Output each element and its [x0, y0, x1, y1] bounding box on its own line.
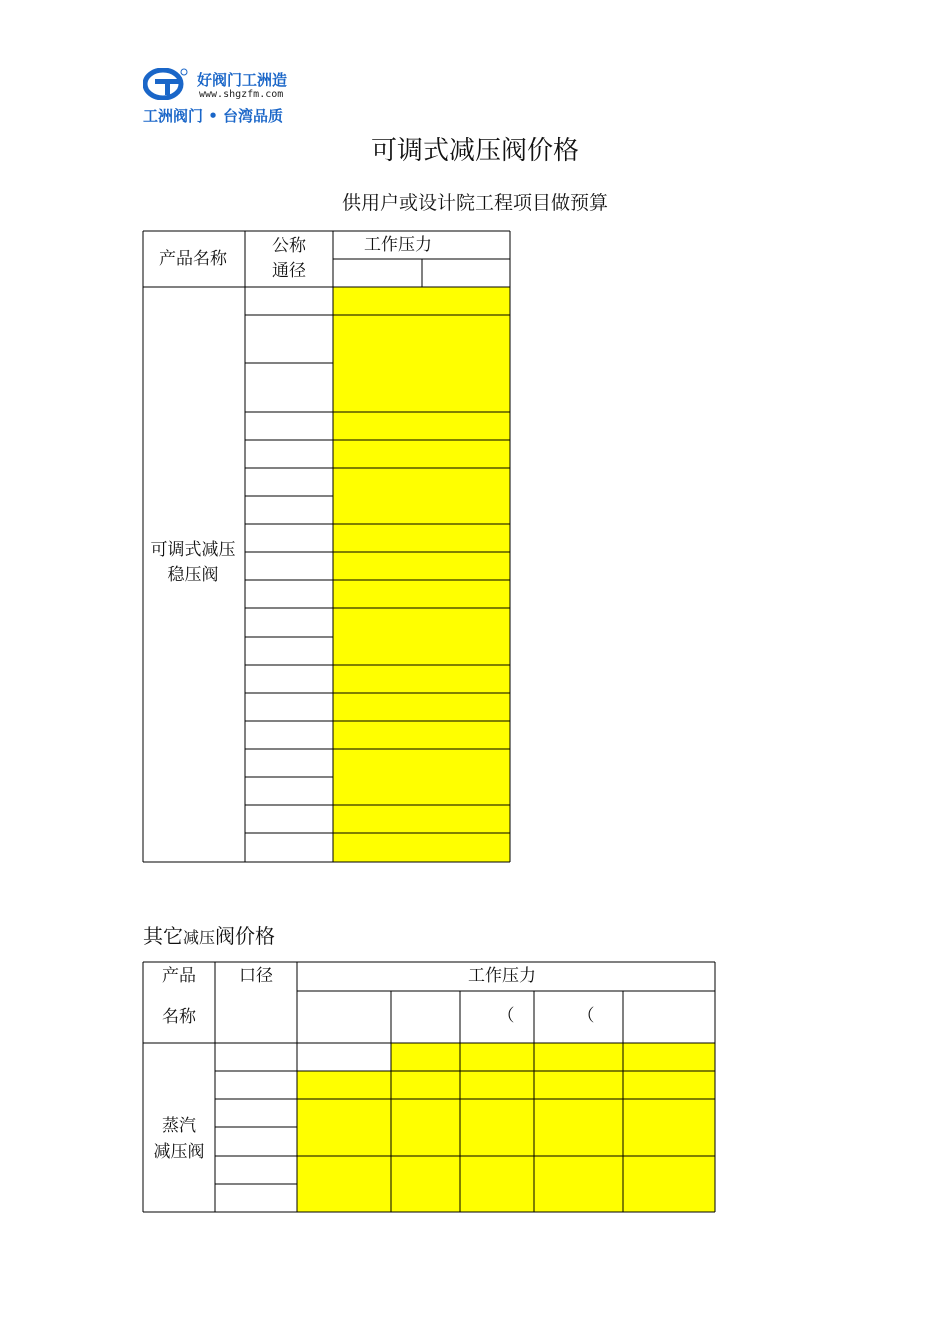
table1-price-cell	[333, 693, 422, 721]
table1-price-cell	[422, 721, 510, 749]
table2-product-line1: 蒸汽	[162, 1116, 196, 1136]
table2-product-line2: 减压阀	[153, 1142, 205, 1162]
table1-highlight-cells	[333, 287, 510, 862]
table1-price-cell	[422, 665, 510, 693]
table1-product-line2: 稳压阀	[167, 565, 219, 585]
section-title-other-valves	[143, 920, 275, 949]
table1-header-nominal-1: 公称	[272, 236, 306, 256]
table1-header-pressure: 工作压力	[364, 235, 432, 255]
page-title: 可调式减压阀价格	[370, 136, 579, 166]
section2-title-b: 减压	[183, 928, 216, 947]
table1-header-product: 产品名称	[159, 249, 227, 269]
table1-price-cell	[333, 833, 422, 862]
table1-price-cell	[333, 665, 422, 693]
table1-price-cell	[422, 440, 510, 468]
table1-price-cell	[333, 805, 422, 833]
table1-price-cell	[333, 524, 422, 552]
table2-header-product-1: 产品	[162, 966, 196, 986]
table1-price-cell	[333, 412, 422, 440]
table2-paren-1: （	[497, 1006, 515, 1026]
table1-price-cell	[422, 693, 510, 721]
table2-header-diameter: 口径	[239, 966, 273, 986]
table1-price-cell	[333, 721, 422, 749]
table1-price-cell	[422, 833, 510, 862]
logo-brand-text: 好阀门工洲造	[197, 71, 288, 89]
logo-url-text: www.shgzfm.com	[199, 89, 284, 100]
table2-price-cell	[297, 1156, 715, 1212]
table1-price-cell	[333, 749, 422, 805]
table1-price-cell	[333, 287, 422, 315]
table1-price-cell	[422, 805, 510, 833]
logo-slogan-text: 工洲阀门 • 台湾品质	[143, 107, 284, 125]
section2-title-a: 其它	[143, 924, 183, 948]
table1-price-cell	[333, 440, 422, 468]
table1-price-cell	[333, 552, 422, 580]
table1-header-nominal-2: 通径	[272, 261, 306, 281]
table1-price-cell	[333, 608, 422, 665]
table2-header-product-2: 名称	[162, 1007, 196, 1027]
table2-price-cell	[391, 1043, 715, 1071]
table2-price-cell	[297, 1071, 715, 1099]
section2-title-c: 阀价格	[215, 924, 276, 948]
table1-price-cell	[422, 315, 510, 412]
table1-price-cell	[422, 749, 510, 805]
table1-price-cell	[422, 287, 510, 315]
table1-price-cell	[422, 580, 510, 608]
table2-paren-2: （	[577, 1006, 595, 1026]
table1-price-cell	[422, 468, 510, 524]
table1-price-cell	[333, 315, 422, 412]
table1-price-cell	[422, 608, 510, 665]
table1-price-cell	[422, 524, 510, 552]
table1-product-line1: 可调式减压	[150, 540, 236, 560]
page-subtitle: 供用户或设计院工程项目做预算	[341, 192, 608, 214]
table1-price-cell	[422, 412, 510, 440]
table1-price-cell	[333, 580, 422, 608]
table1-price-cell	[333, 468, 422, 524]
table1-price-cell	[422, 552, 510, 580]
table2-highlight-cells	[297, 1043, 715, 1212]
table2-price-cell	[297, 1099, 715, 1156]
table2-header-pressure: 工作压力	[468, 966, 536, 986]
